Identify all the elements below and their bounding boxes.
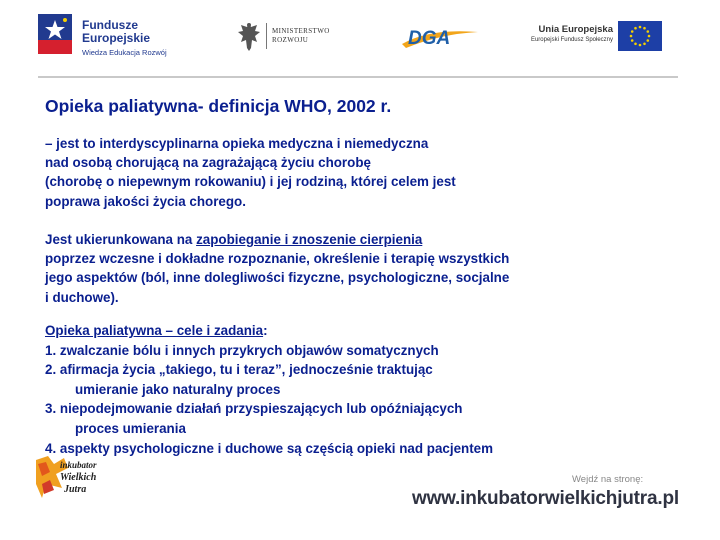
fundusze-line1: Fundusze	[82, 18, 138, 32]
definition-line: (chorobę o niepewnym rokowaniu) i jej rodziną, której celem jest	[45, 174, 456, 190]
fundusze-line2: Europejskie	[82, 31, 151, 45]
ministerstwo-separator	[266, 23, 267, 49]
focus-first-line	[45, 230, 695, 249]
visit-label: Wejdź na stronę:	[572, 474, 644, 485]
inkubator-logo	[34, 454, 104, 508]
goal-item-continuation: umieranie jako naturalny proces	[75, 381, 281, 397]
focus-prefix: Jest ukierunkowana na	[45, 232, 197, 247]
focus-underlined: zapobieganie i znoszenie cierpienia	[196, 232, 423, 247]
fundusze-europejskie-logo	[38, 14, 168, 58]
ue-line1: Unia Europejska	[538, 24, 613, 35]
goal-item-continuation: proces umierania	[75, 420, 186, 436]
definition-line: poprawa jakości życia chorego.	[45, 193, 246, 209]
inkubator-line3: Jutra	[64, 484, 87, 495]
eu-flag-icon	[618, 21, 662, 51]
definition-paragraph	[45, 134, 695, 211]
unia-europejska-logo	[520, 18, 662, 56]
focus-line: i duchowe).	[45, 289, 119, 305]
ue-line2: Europejski Fundusz Społeczny	[530, 37, 613, 43]
focus-line: poprzez wczesne i dokładne rozpoznanie, określenie i terapię wszystkich	[45, 251, 510, 267]
header-divider	[38, 76, 678, 78]
slide-title: Opieka paliatywna- definicja WHO, 2002 r.	[45, 96, 392, 116]
goal-item: 2. afirmacja życia „takiego, tu i teraz”, jednocześnie traktując	[45, 362, 433, 378]
eagle-emblem-icon	[236, 20, 262, 54]
focus-paragraph	[45, 230, 695, 307]
focus-line: jego aspektów (ból, inne dolegliwości fizyczne, psychologiczne, socjalne	[45, 270, 510, 286]
goal-item: 1. zwalczanie bólu i innych przykrych objawów somatycznych	[45, 342, 439, 358]
goal-item: 3. niepodejmowanie działań przyspieszających lub opóźniających	[45, 401, 463, 417]
dga-logo	[400, 24, 480, 50]
goals-heading-colon: :	[263, 323, 268, 338]
logo-bar	[0, 0, 720, 72]
ministerstwo-logo	[236, 20, 346, 54]
ministerstwo-line2: ROZWOJU	[272, 36, 309, 44]
definition-line: – jest to interdyscyplinarna opieka medyczna i niemedyczna	[45, 136, 429, 151]
inkubator-line1: inkubator	[60, 460, 97, 470]
fundusze-line3: Wiedza Edukacja Rozwój	[82, 48, 167, 57]
fundusze-star-icon	[38, 14, 72, 54]
ministerstwo-line1: MINISTERSTWO	[272, 27, 330, 35]
goal-item: 4. aspekty psychologiczne i duchowe są częścią opieki nad pacjentem	[45, 440, 494, 456]
goals-list	[45, 321, 695, 458]
dga-logo-text: DGA	[408, 28, 451, 49]
inkubator-line2: Wielkich	[60, 472, 97, 483]
definition-line: nad osobą chorującą na zagrażającą życiu chorobę	[45, 155, 371, 171]
goals-heading: Opieka paliatywna – cele i zadania	[45, 323, 264, 338]
website-link[interactable]: www.inkubatorwielkichjutra.pl	[412, 488, 679, 509]
goals-heading-line	[45, 321, 695, 341]
